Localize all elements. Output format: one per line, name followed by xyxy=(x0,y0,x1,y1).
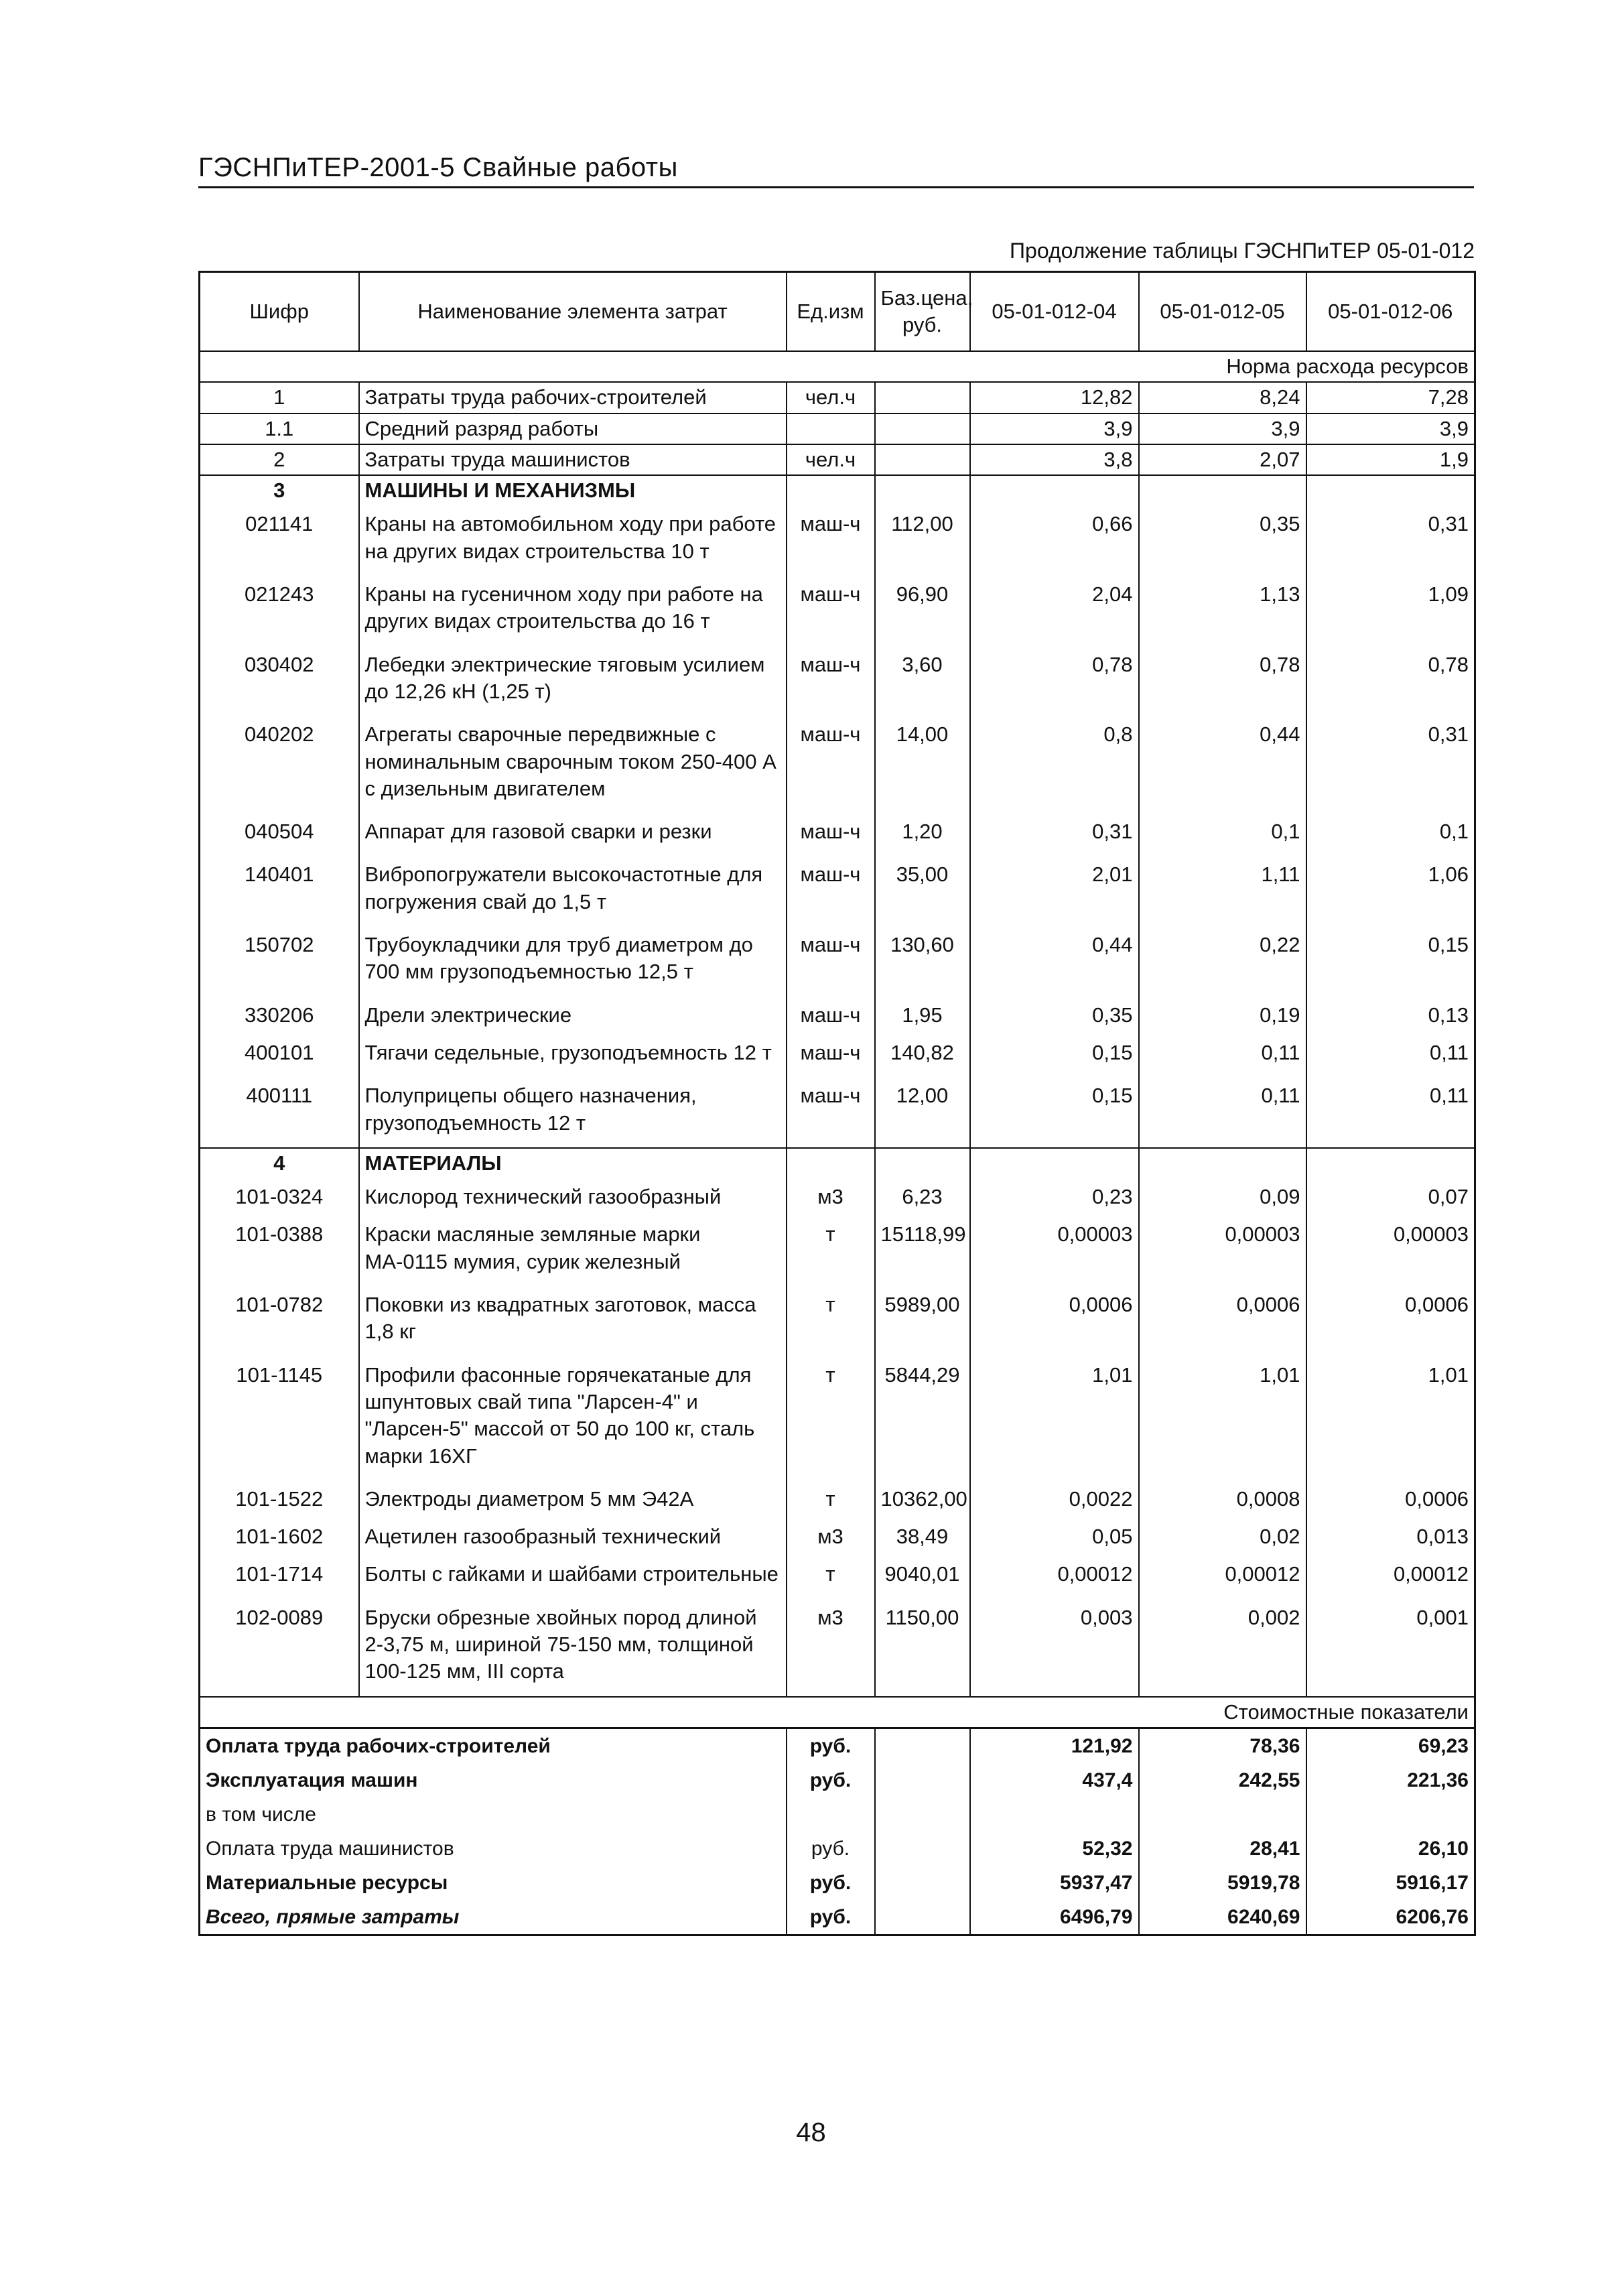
cell-code: 140401 xyxy=(200,856,359,926)
table-row xyxy=(200,856,1475,926)
table-row xyxy=(200,1480,1475,1518)
col-header-norm-06: 05-01-012-06 xyxy=(1306,272,1475,352)
table-row xyxy=(200,1555,1475,1598)
cell-norm-06: 1,06 xyxy=(1306,856,1475,926)
cell-norm-06: 1,9 xyxy=(1306,444,1475,475)
cost-row xyxy=(200,1763,1475,1797)
cell-price: 1150,00 xyxy=(875,1599,970,1697)
section-title: МАТЕРИАЛЫ xyxy=(359,1148,787,1178)
table-row xyxy=(200,1518,1475,1555)
cell-norm-04: 0,15 xyxy=(970,1077,1139,1148)
cell-norm-05: 0,11 xyxy=(1139,1034,1306,1077)
resource-table-container xyxy=(198,271,1474,1936)
cell-price: 1,20 xyxy=(875,813,970,856)
section-title: МАШИНЫ И МЕХАНИЗМЫ xyxy=(359,475,787,505)
cell-norm-04: 0,00012 xyxy=(970,1555,1139,1598)
table-continuation-caption: Продолжение таблицы ГЭСНПиТЕР 05-01-012 xyxy=(1010,239,1475,263)
cost-value-04: 437,4 xyxy=(970,1763,1139,1797)
cell-norm-05: 0,0006 xyxy=(1139,1286,1306,1356)
cell-norm-04: 0,23 xyxy=(970,1178,1139,1216)
header-rule xyxy=(198,186,1474,188)
cell-norm-04: 0,8 xyxy=(970,716,1139,813)
cell-price xyxy=(875,444,970,475)
table-row xyxy=(200,444,1475,475)
cell-code: 101-1145 xyxy=(200,1356,359,1480)
cell-norm-06: 1,09 xyxy=(1306,576,1475,646)
cell-norm-06: 0,13 xyxy=(1306,997,1475,1034)
cell-norm-04: 0,35 xyxy=(970,997,1139,1034)
cell-name: Тягачи седельные, грузоподъемность 12 т xyxy=(359,1034,787,1077)
cell-unit: маш-ч xyxy=(787,646,875,716)
cost-value-05: 78,36 xyxy=(1139,1728,1306,1763)
cell-unit: м3 xyxy=(787,1599,875,1697)
cell-price: 38,49 xyxy=(875,1518,970,1555)
cell-unit: маш-ч xyxy=(787,716,875,813)
cell-norm-05: 2,07 xyxy=(1139,444,1306,475)
cell-norm-06: 3,9 xyxy=(1306,413,1475,444)
cell-norm-05: 3,9 xyxy=(1139,413,1306,444)
cell-norm-06: 0,00012 xyxy=(1306,1555,1475,1598)
cost-row xyxy=(200,1832,1475,1866)
cell-norm-06: 1,01 xyxy=(1306,1356,1475,1480)
cell-price: 5844,29 xyxy=(875,1356,970,1480)
col-header-unit: Ед.изм xyxy=(787,272,875,352)
cost-value-04: 6496,79 xyxy=(970,1900,1139,1935)
cell-unit: маш-ч xyxy=(787,1034,875,1077)
cell-name: Средний разряд работы xyxy=(359,413,787,444)
cell-norm-04: 0,05 xyxy=(970,1518,1139,1555)
cell-norm-05: 1,13 xyxy=(1139,576,1306,646)
cell-name: Краны на автомобильном ходу при работе на других видах строительства 10 т xyxy=(359,505,787,576)
page-number: 48 xyxy=(796,2118,826,2147)
cell-code: 400111 xyxy=(200,1077,359,1148)
cell-norm-05: 0,19 xyxy=(1139,997,1306,1034)
cell-norm-05: 0,11 xyxy=(1139,1077,1306,1148)
table-body xyxy=(200,351,1475,1935)
cell-code: 101-0388 xyxy=(200,1216,359,1286)
col-header-norm-05: 05-01-012-05 xyxy=(1139,272,1306,352)
table-row xyxy=(200,646,1475,716)
cost-unit: руб. xyxy=(787,1900,875,1935)
cell-unit: чел.ч xyxy=(787,382,875,413)
cell-norm-05: 0,00003 xyxy=(1139,1216,1306,1286)
cell-norm-06: 0,31 xyxy=(1306,716,1475,813)
cell-name: Болты с гайками и шайбами строительные xyxy=(359,1555,787,1598)
cell-norm-06: 0,013 xyxy=(1306,1518,1475,1555)
cell-unit: маш-ч xyxy=(787,505,875,576)
table-row xyxy=(200,1178,1475,1216)
cell-norm-06: 0,001 xyxy=(1306,1599,1475,1697)
cell-norm-05: 0,0008 xyxy=(1139,1480,1306,1518)
cell-price: 15118,99 xyxy=(875,1216,970,1286)
cell-price: 140,82 xyxy=(875,1034,970,1077)
cost-name: Оплата труда рабочих-строителей xyxy=(200,1728,787,1763)
cost-value-05: 242,55 xyxy=(1139,1763,1306,1797)
cell-norm-05: 0,02 xyxy=(1139,1518,1306,1555)
cell-norm-04: 0,003 xyxy=(970,1599,1139,1697)
cell-price: 9040,01 xyxy=(875,1555,970,1598)
table-row xyxy=(200,1286,1475,1356)
cell-unit xyxy=(787,413,875,444)
cell-price: 1,95 xyxy=(875,997,970,1034)
cell-norm-06: 0,0006 xyxy=(1306,1480,1475,1518)
cell-code: 101-1522 xyxy=(200,1480,359,1518)
table-row xyxy=(200,576,1475,646)
cell-price: 10362,00 xyxy=(875,1480,970,1518)
cell-code: 040202 xyxy=(200,716,359,813)
cell-price: 12,00 xyxy=(875,1077,970,1148)
col-header-price: Баз.цена, руб. xyxy=(875,272,970,352)
cost-value-04: 52,32 xyxy=(970,1832,1139,1866)
cell-code: 2 xyxy=(200,444,359,475)
cell-norm-05: 1,11 xyxy=(1139,856,1306,926)
cell-code: 1.1 xyxy=(200,413,359,444)
cost-value-05: 5919,78 xyxy=(1139,1866,1306,1900)
section-row-machines xyxy=(200,475,1475,505)
cell-norm-06: 0,11 xyxy=(1306,1077,1475,1148)
cell-code: 101-0324 xyxy=(200,1178,359,1216)
cell-name: Электроды диаметром 5 мм Э42А xyxy=(359,1480,787,1518)
cell-unit: маш-ч xyxy=(787,856,875,926)
cell-price: 3,60 xyxy=(875,646,970,716)
cell-norm-04: 2,04 xyxy=(970,576,1139,646)
header-row xyxy=(200,272,1475,352)
norm-band-label: Норма расхода ресурсов xyxy=(200,351,1475,382)
cell-code: 101-0782 xyxy=(200,1286,359,1356)
cell-name: Вибропогружатели высокочастотные для погружения свай до 1,5 т xyxy=(359,856,787,926)
cost-value-04: 121,92 xyxy=(970,1728,1139,1763)
cell-norm-06: 7,28 xyxy=(1306,382,1475,413)
cell-price: 35,00 xyxy=(875,856,970,926)
cell-norm-04: 1,01 xyxy=(970,1356,1139,1480)
cost-value-06: 221,36 xyxy=(1306,1763,1475,1797)
cell-norm-04: 12,82 xyxy=(970,382,1139,413)
cell-norm-04: 0,44 xyxy=(970,926,1139,997)
section-row-materials xyxy=(200,1148,1475,1178)
cell-price: 6,23 xyxy=(875,1178,970,1216)
cell-norm-04: 0,78 xyxy=(970,646,1139,716)
table-row xyxy=(200,505,1475,576)
cell-unit: чел.ч xyxy=(787,444,875,475)
cell-unit: т xyxy=(787,1480,875,1518)
table-row xyxy=(200,813,1475,856)
cost-unit xyxy=(787,1797,875,1832)
resource-table xyxy=(198,271,1476,1936)
cell-name: Аппарат для газовой сварки и резки xyxy=(359,813,787,856)
cost-name: Всего, прямые затраты xyxy=(200,1900,787,1935)
table-head xyxy=(200,272,1475,352)
cell-code: 1 xyxy=(200,382,359,413)
cell-norm-05: 0,22 xyxy=(1139,926,1306,997)
cell-unit: маш-ч xyxy=(787,926,875,997)
table-row xyxy=(200,1599,1475,1697)
cell-norm-04: 2,01 xyxy=(970,856,1139,926)
cell-name: Дрели электрические xyxy=(359,997,787,1034)
cell-price: 14,00 xyxy=(875,716,970,813)
cell-norm-05: 0,35 xyxy=(1139,505,1306,576)
cost-name: Материальные ресурсы xyxy=(200,1866,787,1900)
table-row xyxy=(200,1356,1475,1480)
cell-unit: маш-ч xyxy=(787,1077,875,1148)
cell-unit: м3 xyxy=(787,1518,875,1555)
cell-norm-06: 0,11 xyxy=(1306,1034,1475,1077)
cell-norm-04: 0,0006 xyxy=(970,1286,1139,1356)
cell-code: 150702 xyxy=(200,926,359,997)
cell-code: 030402 xyxy=(200,646,359,716)
cell-norm-06: 0,00003 xyxy=(1306,1216,1475,1286)
section-code: 3 xyxy=(200,475,359,505)
table-row xyxy=(200,382,1475,413)
cell-norm-06: 0,78 xyxy=(1306,646,1475,716)
cell-norm-04: 0,00003 xyxy=(970,1216,1139,1286)
cell-code: 330206 xyxy=(200,997,359,1034)
col-header-norm-04: 05-01-012-04 xyxy=(970,272,1139,352)
cost-row xyxy=(200,1866,1475,1900)
cell-norm-06: 0,1 xyxy=(1306,813,1475,856)
cost-value-05: 6240,69 xyxy=(1139,1900,1306,1935)
section-code: 4 xyxy=(200,1148,359,1178)
cell-name: Затраты труда рабочих-строителей xyxy=(359,382,787,413)
cost-band-label: Стоимостные показатели xyxy=(200,1697,1475,1728)
cell-name: Кислород технический газообразный xyxy=(359,1178,787,1216)
cell-norm-06: 0,0006 xyxy=(1306,1286,1475,1356)
col-header-code: Шифр xyxy=(200,272,359,352)
cost-value-06: 5916,17 xyxy=(1306,1866,1475,1900)
cell-norm-05: 0,78 xyxy=(1139,646,1306,716)
cell-code: 021141 xyxy=(200,505,359,576)
cost-value-06 xyxy=(1306,1797,1475,1832)
cell-norm-05: 0,00012 xyxy=(1139,1555,1306,1598)
cell-unit: т xyxy=(787,1356,875,1480)
cell-name: Затраты труда машинистов xyxy=(359,444,787,475)
cell-norm-04: 3,8 xyxy=(970,444,1139,475)
cell-name: Поковки из квадратных заготовок, масса 1,8 кг xyxy=(359,1286,787,1356)
cell-price: 112,00 xyxy=(875,505,970,576)
cell-code: 102-0089 xyxy=(200,1599,359,1697)
cell-price xyxy=(875,413,970,444)
table-row xyxy=(200,1216,1475,1286)
cost-value-06: 69,23 xyxy=(1306,1728,1475,1763)
cost-name: Эксплуатация машин xyxy=(200,1763,787,1797)
cell-code: 400101 xyxy=(200,1034,359,1077)
table-row xyxy=(200,413,1475,444)
cost-row xyxy=(200,1728,1475,1763)
cell-name: Лебедки электрические тяговым усилием до 12,26 кН (1,25 т) xyxy=(359,646,787,716)
cost-value-05 xyxy=(1139,1797,1306,1832)
cost-value-04 xyxy=(970,1797,1139,1832)
cost-unit: руб. xyxy=(787,1763,875,1797)
cell-norm-04: 0,31 xyxy=(970,813,1139,856)
cell-code: 101-1714 xyxy=(200,1555,359,1598)
cell-norm-04: 3,9 xyxy=(970,413,1139,444)
cost-row xyxy=(200,1797,1475,1832)
norm-band-row xyxy=(200,351,1475,382)
cell-norm-04: 0,0022 xyxy=(970,1480,1139,1518)
cell-norm-05: 0,09 xyxy=(1139,1178,1306,1216)
cell-price: 96,90 xyxy=(875,576,970,646)
cell-name: Трубоукладчики для труб диаметром до 700 мм грузоподъемностью 12,5 т xyxy=(359,926,787,997)
cell-name: Профили фасонные горячекатаные для шпунтовых свай типа "Ларсен-4" и "Ларсен-5" массой от 50 до 100 кг, сталь марки 16ХГ xyxy=(359,1356,787,1480)
table-row xyxy=(200,1034,1475,1077)
cell-price xyxy=(875,382,970,413)
cost-value-06: 26,10 xyxy=(1306,1832,1475,1866)
cell-name: Краски масляные земляные марки МА-0115 мумия, сурик железный xyxy=(359,1216,787,1286)
cell-code: 040504 xyxy=(200,813,359,856)
cell-name: Агрегаты сварочные передвижные с номинальным сварочным током 250-400 А с дизельным двигателем xyxy=(359,716,787,813)
cell-price: 5989,00 xyxy=(875,1286,970,1356)
cell-name: Ацетилен газообразный технический xyxy=(359,1518,787,1555)
cell-unit: т xyxy=(787,1286,875,1356)
cost-value-04: 5937,47 xyxy=(970,1866,1139,1900)
cell-name: Краны на гусеничном ходу при работе на других видах строительства до 16 т xyxy=(359,576,787,646)
cell-norm-05: 0,1 xyxy=(1139,813,1306,856)
cell-norm-06: 0,15 xyxy=(1306,926,1475,997)
page-header-title: ГЭСНПиТЕР-2001-5 Свайные работы xyxy=(198,153,678,182)
cell-unit: маш-ч xyxy=(787,997,875,1034)
cell-code: 101-1602 xyxy=(200,1518,359,1555)
cell-unit: маш-ч xyxy=(787,576,875,646)
cell-norm-05: 0,002 xyxy=(1139,1599,1306,1697)
cell-norm-04: 0,15 xyxy=(970,1034,1139,1077)
cell-norm-06: 0,07 xyxy=(1306,1178,1475,1216)
cost-unit: руб. xyxy=(787,1728,875,1763)
table-row xyxy=(200,926,1475,997)
cell-unit: т xyxy=(787,1555,875,1598)
cell-unit: т xyxy=(787,1216,875,1286)
cell-norm-05: 8,24 xyxy=(1139,382,1306,413)
cost-name: Оплата труда машинистов xyxy=(200,1832,787,1866)
cost-row xyxy=(200,1900,1475,1935)
table-row xyxy=(200,1077,1475,1148)
cell-name: Полуприцепы общего назначения, грузоподъемность 12 т xyxy=(359,1077,787,1148)
cost-name: в том числе xyxy=(200,1797,787,1832)
cost-value-06: 6206,76 xyxy=(1306,1900,1475,1935)
cost-unit: руб. xyxy=(787,1832,875,1866)
cell-norm-05: 0,44 xyxy=(1139,716,1306,813)
cost-unit: руб. xyxy=(787,1866,875,1900)
cell-norm-06: 0,31 xyxy=(1306,505,1475,576)
col-header-name: Наименование элемента затрат xyxy=(359,272,787,352)
cell-code: 021243 xyxy=(200,576,359,646)
cell-unit: маш-ч xyxy=(787,813,875,856)
cell-name: Бруски обрезные хвойных пород длиной 2-3,75 м, шириной 75-150 мм, толщиной 100-125 мм, III сорта xyxy=(359,1599,787,1697)
cell-norm-04: 0,66 xyxy=(970,505,1139,576)
table-row xyxy=(200,997,1475,1034)
cost-band-row xyxy=(200,1697,1475,1728)
cell-price: 130,60 xyxy=(875,926,970,997)
cost-value-05: 28,41 xyxy=(1139,1832,1306,1866)
table-row xyxy=(200,716,1475,813)
cell-norm-05: 1,01 xyxy=(1139,1356,1306,1480)
cell-unit: м3 xyxy=(787,1178,875,1216)
